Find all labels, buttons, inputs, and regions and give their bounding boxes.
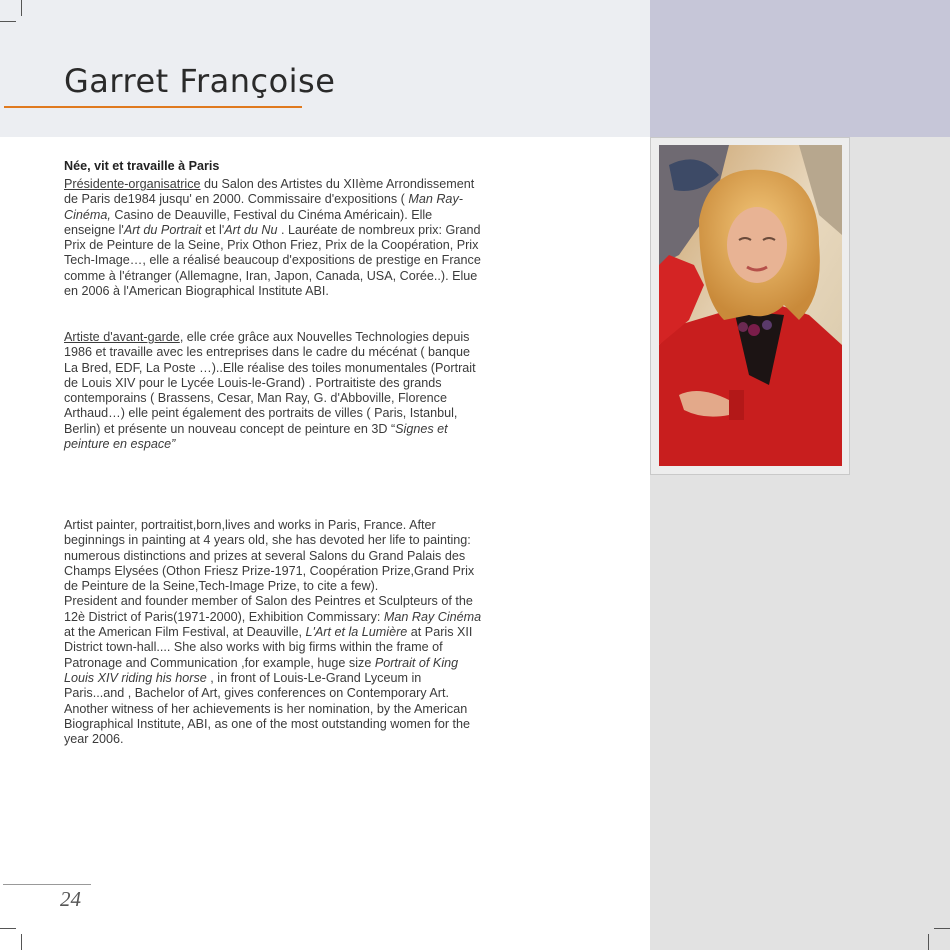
role-label: Présidente-organisatrice	[64, 177, 201, 191]
crop-mark	[21, 0, 22, 16]
text-run-italic: Portrait of King Louis XIV riding his horse	[64, 655, 459, 685]
text-run: at Paris XII District town-hall.... She also works with big firms within the frame of Patronage and Communication ,for example, huge size	[64, 625, 473, 670]
text-run-italic: Art du Nu	[224, 222, 278, 237]
page-title: Garret Françoise	[64, 62, 336, 100]
text-run: , elle crée grâce aux Nouvelles Technologies depuis 1986 et travaille avec les entreprises dans le cadre du mécénat ( banque La Bred, EDF, La Poste …)..Elle réalise des toiles monumentales (Portrait de Louis XIV pour le Lycée Louis-le-Grand) . Portraitiste des grands contemporains ( Brassens, Cesar, Man Ray, G. d'Abboville, Florence Arthaud…) elle peint également des portraits de villes ( Paris, Istanbul, Berlin) et présente un nouveau concept de peinture en 3D “	[64, 330, 476, 436]
text-run: Another witness of her achievements is her nomination, by the American Biographical Institute, ABI, as one of the most outstanding women for the year 2006.	[64, 701, 471, 747]
role-label: Artiste d'avant-garde	[64, 330, 180, 344]
paragraph-french-1	[64, 177, 484, 299]
text-run-italic: Man Ray-Cinéma,	[64, 192, 463, 222]
text-run: , in front of Louis-Le-Grand Lyceum in Paris...and , Bachelor of Art, gives conferences on Contemporary Art.	[64, 670, 450, 701]
text-run-italic: Signes et peinture en espace”	[64, 421, 448, 452]
crop-mark	[0, 928, 16, 929]
crop-mark	[21, 934, 22, 950]
title-underline	[4, 106, 302, 108]
paragraph-english	[64, 518, 484, 747]
crop-mark	[0, 21, 16, 22]
text-run: Artist painter, portraitist,born,lives and works in Paris, France. After beginnings in painting at 4 years old, she has devoted her life to painting: numerous distinctions and prizes at several Salons du Grand Palais des Champs Elysées (Othon Friesz Prize-1971, Coopération Prize,Grand Prix de Peinture de la Seine,Tech-Image Prize, to cite a few).	[64, 518, 475, 594]
page-number: 24	[60, 887, 81, 911]
text-block	[64, 594, 484, 701]
crop-mark	[934, 928, 950, 929]
text-run: . Lauréate de nombreux prix: Grand Prix de Peinture de la Seine, Prix Othon Friez, Prix de la Coopération, Prix Tech-Image…, elle a réalisé beaucoup d'expositions de prestige en France comme à l'étranger (Allemagne, Iran, Japon, Canada, USA, Corée..). Elue en 2006 à l'American Biographical Institute ABI.	[64, 222, 481, 299]
text-run: President and founder member of Salon des Peintres et Sculpteurs of the 12è District of Paris(1971-2000), Exhibition Commissary:	[64, 594, 473, 624]
text-run-italic: Man Ray Cinéma	[383, 609, 482, 624]
text-run: et l'	[201, 222, 225, 237]
crop-mark	[928, 934, 929, 950]
right-header-block	[650, 0, 950, 137]
paragraph-french-2	[64, 330, 484, 452]
artist-portrait-photo	[659, 145, 842, 466]
text-run: Casino de Deauville, Festival du Cinéma Américain). Elle enseigne l'	[64, 207, 433, 237]
text-run: at the American Film Festival, at Deauville,	[64, 625, 306, 640]
text-run-italic: L'Art et la Lumière	[305, 625, 408, 640]
text-run: du Salon des Artistes du XIIème Arrondissement de Paris de1984 jusqu' en 2000. Commissaire d'expositions (	[64, 177, 475, 207]
text-run-italic: Art du Portrait	[123, 222, 202, 237]
subtitle: Née, vit et travaille à Paris	[64, 158, 220, 173]
footer-rule	[3, 884, 91, 885]
